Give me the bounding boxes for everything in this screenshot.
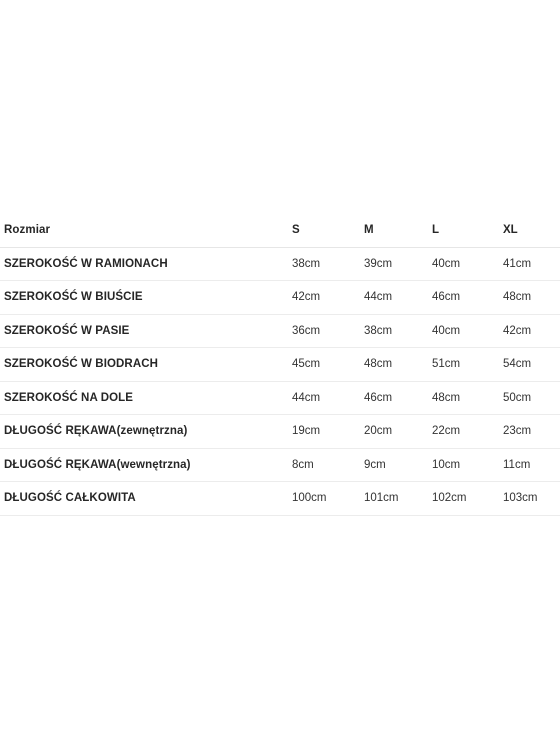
value-cell-xl: 50cm <box>499 381 560 415</box>
value-cell-m: 20cm <box>360 415 428 449</box>
table-row <box>0 482 560 516</box>
table-row <box>0 415 560 449</box>
value-cell-s: 19cm <box>287 415 360 449</box>
value-cell-m: 39cm <box>360 247 428 281</box>
table-row <box>0 448 560 482</box>
value-cell-m: 46cm <box>360 381 428 415</box>
value-cell-l: 22cm <box>428 415 499 449</box>
value-cell-m: 38cm <box>360 314 428 348</box>
row-label: DŁUGOŚĆ RĘKAWA(zewnętrzna) <box>0 415 287 449</box>
value-cell-s: 100cm <box>287 482 360 516</box>
table-row <box>0 348 560 382</box>
value-cell-s: 44cm <box>287 381 360 415</box>
value-cell-l: 48cm <box>428 381 499 415</box>
value-cell-l: 51cm <box>428 348 499 382</box>
value-cell-xl: 41cm <box>499 247 560 281</box>
value-cell-s: 45cm <box>287 348 360 382</box>
table-row <box>0 247 560 281</box>
value-cell-s: 42cm <box>287 281 360 315</box>
value-cell-l: 10cm <box>428 448 499 482</box>
value-cell-m: 9cm <box>360 448 428 482</box>
value-cell-s: 38cm <box>287 247 360 281</box>
header-size-l: L <box>428 214 499 247</box>
header-size-label: Rozmiar <box>0 214 287 247</box>
value-cell-xl: 103cm <box>499 482 560 516</box>
row-label: SZEROKOŚĆ W BIUŚCIE <box>0 281 287 315</box>
header-size-s: S <box>287 214 360 247</box>
row-label: SZEROKOŚĆ W BIODRACH <box>0 348 287 382</box>
row-label: SZEROKOŚĆ NA DOLE <box>0 381 287 415</box>
size-chart-header-row <box>0 214 560 247</box>
table-row <box>0 281 560 315</box>
value-cell-xl: 42cm <box>499 314 560 348</box>
table-row <box>0 314 560 348</box>
value-cell-xl: 48cm <box>499 281 560 315</box>
header-size-m: M <box>360 214 428 247</box>
row-label: SZEROKOŚĆ W PASIE <box>0 314 287 348</box>
value-cell-m: 101cm <box>360 482 428 516</box>
value-cell-s: 36cm <box>287 314 360 348</box>
row-label: DŁUGOŚĆ RĘKAWA(wewnętrzna) <box>0 448 287 482</box>
row-label: SZEROKOŚĆ W RAMIONACH <box>0 247 287 281</box>
value-cell-m: 48cm <box>360 348 428 382</box>
value-cell-xl: 23cm <box>499 415 560 449</box>
header-size-xl: XL <box>499 214 560 247</box>
value-cell-l: 46cm <box>428 281 499 315</box>
value-cell-xl: 11cm <box>499 448 560 482</box>
value-cell-s: 8cm <box>287 448 360 482</box>
size-chart-table <box>0 214 560 516</box>
value-cell-xl: 54cm <box>499 348 560 382</box>
value-cell-l: 102cm <box>428 482 499 516</box>
value-cell-l: 40cm <box>428 247 499 281</box>
value-cell-m: 44cm <box>360 281 428 315</box>
row-label: DŁUGOŚĆ CAŁKOWITA <box>0 482 287 516</box>
table-row <box>0 381 560 415</box>
value-cell-l: 40cm <box>428 314 499 348</box>
